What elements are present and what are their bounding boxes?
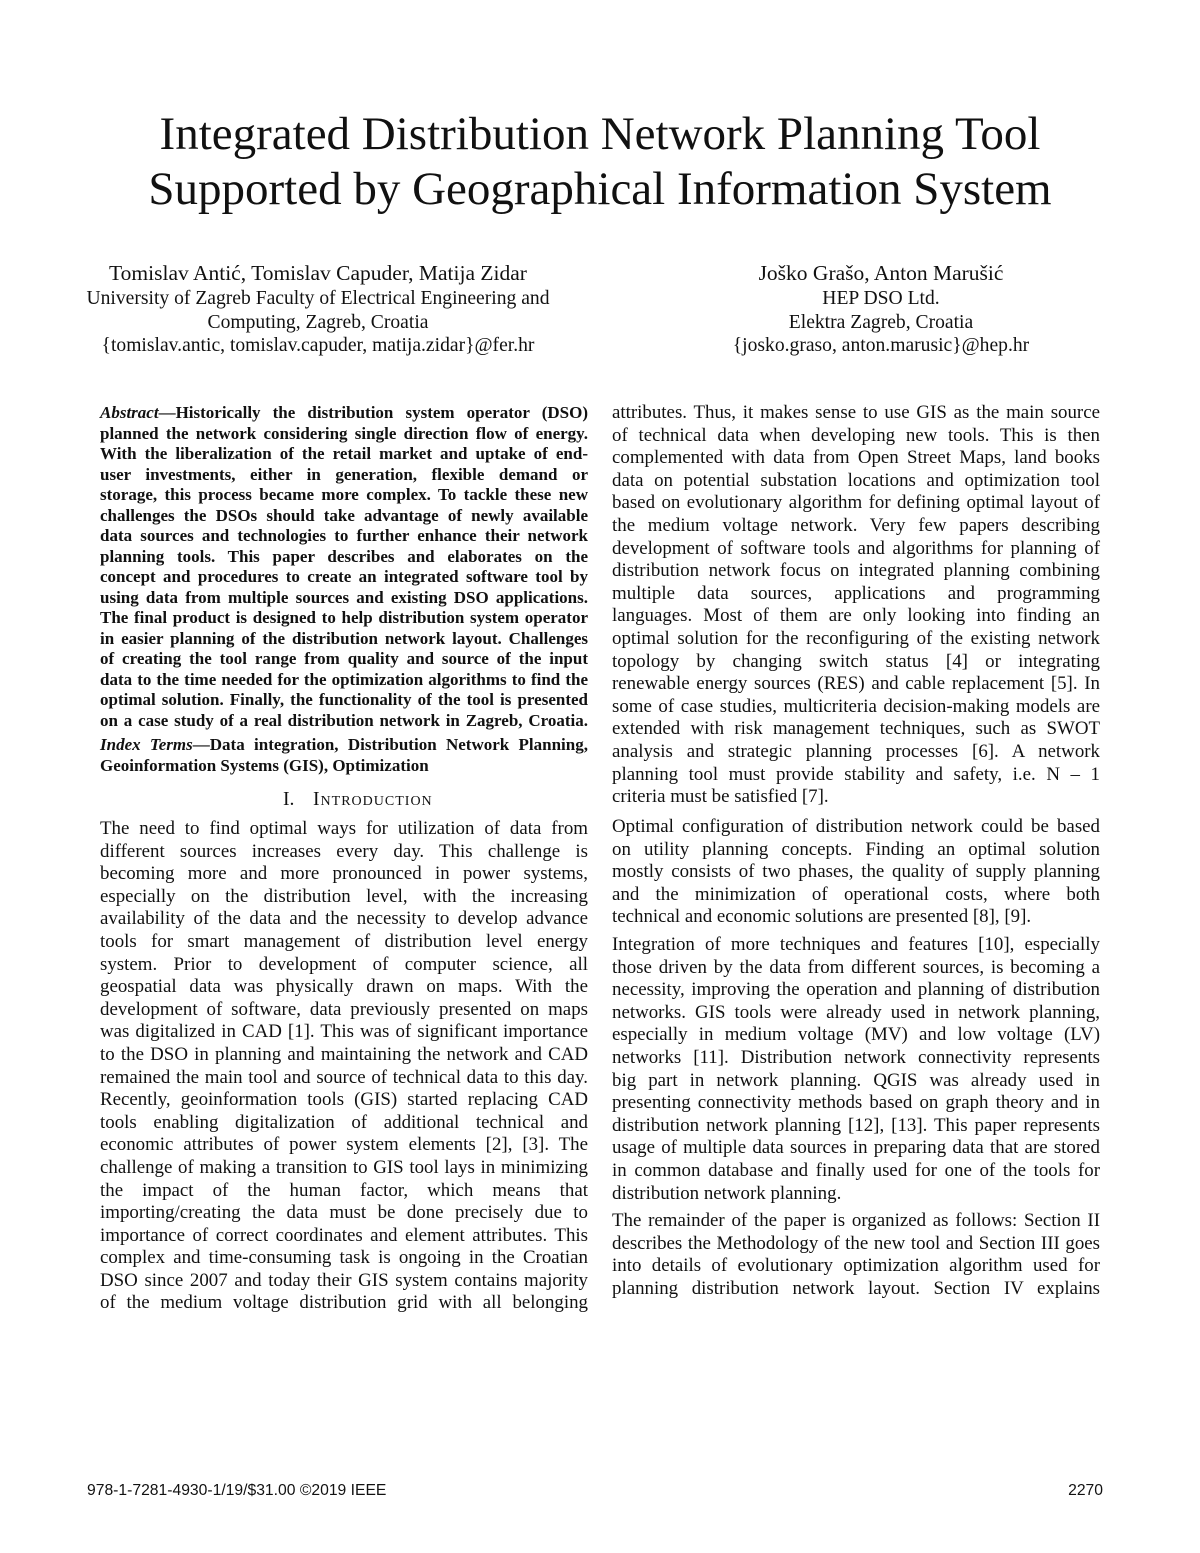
author-block-left (36, 260, 600, 358)
text-line: into details of evolutionary optimization algorithm used for (612, 1255, 1100, 1277)
text-line: availability of the data and the necessity to develop advance (100, 908, 588, 930)
author-affiliation: Computing, Zagreb, Croatia (207, 311, 429, 333)
author-names: Joško Grašo, Anton Marušić (758, 261, 1004, 285)
text-line: The need to find optimal ways for utilization of data from (100, 818, 588, 839)
text-line: analysis and strategic planning processes [6]. A network (612, 740, 1100, 762)
abstract-line: challenges the DSOs should take advantage of newly available (100, 505, 588, 525)
text-line: necessity, improving the operation and planning of distribution (612, 979, 1100, 1001)
text-line: networks. GIS tools were already used in network planning, (612, 1001, 1100, 1023)
abstract-line: data sources and technologies to further enhance their network (100, 526, 588, 545)
text-line: attributes. Thus, it makes sense to use GIS as the main source (612, 402, 1100, 423)
text-line: planning tool must provide stability and safety, i.e. N – 1 (612, 763, 1100, 785)
abstract-line: optimal solution. Finally, the functionality of the tool is presented (100, 690, 588, 709)
abstract-line: using data from multiple sources and existing DSO applications. (100, 587, 588, 607)
text-line: complex and time-consuming task is ongoing in the Croatian (100, 1247, 588, 1269)
text-line: was digitalized in CAD [1]. This was of significant importance (100, 1021, 588, 1043)
text-line: and the minimization of operational costs, where both (612, 883, 1100, 905)
text-line: the medium voltage network. Very few papers describing (612, 514, 1100, 536)
text-line: distribution network focus on integrated planning combining (612, 560, 1100, 582)
text-line: describes the Methodology of the new tool and Section III goes (612, 1232, 1100, 1254)
right-column-paragraph (612, 402, 1100, 809)
text-line: presenting connectivity methods based on graph theory and in (612, 1092, 1100, 1114)
text-line: tools enabling digitalization of additional technical and (100, 1111, 588, 1133)
author-email: {josko.graso, anton.marusic}@hep.hr (732, 335, 1030, 356)
abstract (100, 403, 588, 731)
text-line: system. Prior to development of computer science, all (100, 953, 588, 975)
text-line: tools for smart management of distribution level energy (100, 930, 588, 952)
text-line: Optimal configuration of distribution network could be based (612, 816, 1100, 837)
text-line: multiple data sources, applications and programming (612, 582, 1100, 604)
text-line: development of software tools and algorithms for planning of (612, 537, 1100, 559)
abstract-line: storage, this process became more complex. To tackle these new (100, 485, 588, 504)
text-line: complemented with data from Open Street Maps, land books (612, 447, 1100, 469)
left-column-paragraph (100, 818, 588, 1315)
author-names: Tomislav Antić, Tomislav Capuder, Matija Zidar (109, 261, 527, 285)
text-line: of the medium voltage distribution grid with all belonging (100, 1292, 588, 1314)
text-line: planning distribution network layout. Section IV explains (612, 1277, 1100, 1299)
text-line: Recently, geoinformation tools (GIS) started replacing CAD (100, 1089, 588, 1111)
abstract-line: planning tools. This paper describes and elaborates on the (100, 546, 588, 566)
title-line: Supported by Geographical Information System (148, 163, 1052, 215)
author-affiliation: Elektra Zagreb, Croatia (788, 311, 974, 333)
text-line: technical and economic solutions are presented [8], [9]. (612, 906, 1032, 928)
text-line: geospatial data was physically drawn on maps. With the (100, 976, 588, 998)
author-block-right (599, 260, 1163, 358)
abstract-line: With the liberalization of the retail market and uptake of end- (100, 444, 588, 463)
text-line: based on evolutionary algorithm for defining optimal layout of (612, 492, 1100, 514)
text-line: becoming more and more pronounced in power systems, (100, 863, 588, 885)
text-line: importing/creating the data must be done precisely due to (100, 1202, 588, 1224)
text-line: in common database and finally used for one of the tools for (612, 1159, 1100, 1181)
abstract-text: —Historically the distribution system operator (DSO) (158, 403, 588, 422)
author-affiliation: University of Zagreb Faculty of Electrical Engineering and (86, 288, 550, 309)
text-line: especially on the distribution level, with the increasing (100, 885, 588, 907)
text-line: distribution network planning [12], [13]. This paper represents (612, 1114, 1100, 1136)
text-line: topology by changing switch status [4] or integrating (612, 650, 1100, 672)
author-affiliation: HEP DSO Ltd. (822, 288, 940, 309)
text-line: some of case studies, multicriteria decision-making models are (612, 695, 1100, 717)
text-line: those driven by the data from different sources, is becoming a (612, 956, 1100, 978)
text-line: of technical data when developing new tools. This is then (612, 424, 1100, 446)
text-line: Integration of more techniques and features [10], especially (612, 934, 1100, 955)
section-title: Introduction (313, 789, 433, 810)
abstract-line: data to the time needed for the optimization algorithms to find the (100, 669, 588, 689)
text-line: to the DSO in planning and maintaining the network and CAD (100, 1043, 588, 1065)
index-terms-text: —Data integration, Distribution Network Planning, (192, 735, 588, 754)
abstract-line: in easier planning of the distribution network layout. Challenges (100, 628, 588, 648)
text-line: DSO since 2007 and today their GIS system contains majority (100, 1269, 588, 1291)
abstract-line: on a case study of a real distribution network in Zagreb, Croatia. (100, 710, 588, 730)
right-column-paragraph (612, 934, 1100, 1205)
text-line: extended with risk management techniques, such as SWOT (612, 718, 1100, 740)
text-line: the impact of the human factor, which means that (100, 1179, 588, 1201)
text-line: different sources increases every day. This challenge is (100, 840, 588, 862)
text-line: on utility planning concepts. Finding an optimal solution (612, 838, 1100, 860)
abstract-line: concept and procedures to create an integrated software tool by (100, 567, 588, 586)
abstract-line (100, 403, 588, 424)
text-line: development of software, data previously presented on maps (100, 998, 588, 1020)
section-number: I. (283, 789, 295, 810)
right-column-paragraph (612, 1210, 1100, 1300)
text-line: data on potential substation locations and optimization tool (612, 469, 1100, 491)
abstract-line: user investments, either in generation, flexible demand or (100, 464, 588, 484)
index-terms (100, 735, 588, 776)
text-line: remained the main tool and source of technical data to this day. (100, 1066, 588, 1088)
footer-copyright: 978-1-7281-4930-1/19/$31.00 ©2019 IEEE (87, 1482, 387, 1499)
text-line: renewable energy sources (RES) and cable replacement [5]. In (612, 673, 1100, 695)
text-line: languages. Most of them are only looking into finding an (612, 605, 1100, 627)
text-line: criteria must be satisfied [7]. (612, 786, 829, 808)
text-line: distribution network planning. (612, 1182, 842, 1204)
page-number: 2270 (1068, 1482, 1103, 1499)
text-line: challenge of making a transition to GIS tool lays in minimizing (100, 1156, 588, 1178)
text-line: big part in network planning. QGIS was already used in (612, 1069, 1100, 1091)
text-line: usage of multiple data sources in preparing data that are stored (612, 1137, 1100, 1159)
section-heading (283, 789, 433, 811)
index-terms-label: Index Terms (100, 735, 193, 754)
title-line: Integrated Distribution Network Planning Tool (159, 108, 1041, 160)
text-line: The remainder of the paper is organized as follows: Section II (612, 1210, 1100, 1231)
abstract-label: Abstract (100, 403, 159, 422)
text-line: economic attributes of power system elements [2], [3]. The (100, 1134, 588, 1156)
paper-title (0, 107, 1200, 217)
index-terms-line (100, 735, 588, 756)
text-line: importance of correct coordinates and element attributes. This (100, 1224, 588, 1246)
abstract-line: of creating the tool range from quality and source of the input (100, 649, 588, 668)
author-email: {tomislav.antic, tomislav.capuder, matija.zidar}@fer.hr (101, 335, 535, 356)
text-line: networks [11]. Distribution network connectivity represents (612, 1046, 1100, 1068)
text-line: mostly consists of two phases, the quality of supply planning (612, 861, 1100, 883)
text-line: optimal solution for the reconfiguring of the existing network (612, 627, 1100, 649)
abstract-line: The final product is designed to help distribution system operator (100, 608, 588, 627)
index-terms-line: Geoinformation Systems (GIS), Optimization (100, 755, 429, 775)
abstract-line: planned the network considering single direction flow of energy. (100, 423, 588, 443)
right-column-paragraph (612, 816, 1100, 929)
text-line: especially in medium voltage (MV) and low voltage (LV) (612, 1024, 1100, 1046)
